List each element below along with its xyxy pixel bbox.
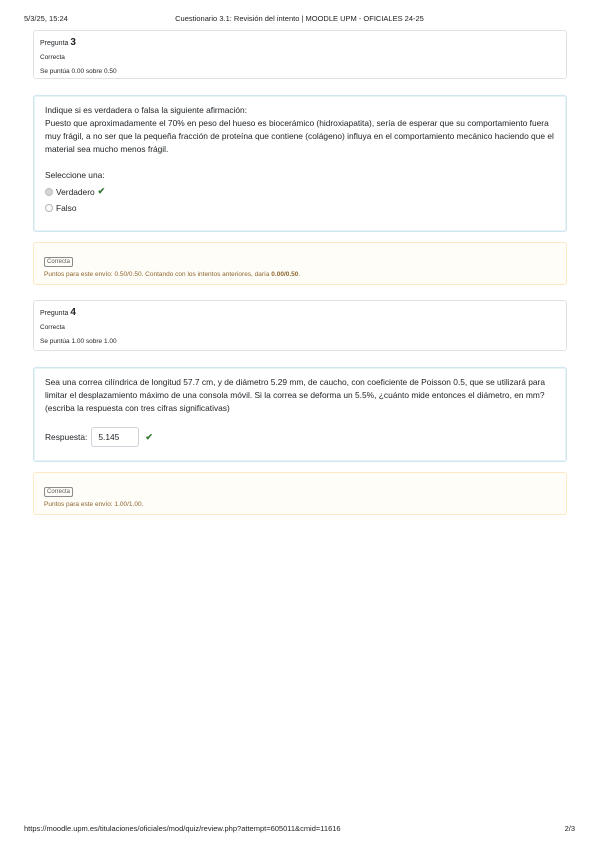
correct-badge: Correcta — [44, 257, 73, 267]
option-label: Verdadero — [56, 186, 95, 197]
question-text: Sea una correa cilíndrica de longitud 57.7 cm, y de diámetro 5.29 mm, de caucho, con coeficiente de Poisson 0.5, que se utilizará para limitar el desplazamiento máximo de una consola móvil. Si la correa se deforma un 5.5%, ¿cuánto mide entonces el diámetro, en mm? (escriba la respuesta con tres cifras significativas) — [45, 377, 545, 413]
answer-input[interactable]: 5.145 — [91, 427, 139, 447]
question-number: Pregunta 3 — [40, 37, 76, 48]
question-3-feedback — [33, 242, 567, 285]
question-text-intro: Indique si es verdadera o falsa la siguiente afirmación: — [45, 105, 248, 115]
question-4-info — [33, 300, 567, 351]
feedback-text: Puntos para este envío: 1.00/1.00. — [44, 501, 144, 508]
question-text: Puesto que aproximadamente el 70% en peso del hueso es biocerámico (hidroxiapatita), sería de esperar que su comportamiento fuera muy frágil, a no ser que la pequeña fracción de proteína que contiene (colágeno) influya en el comportamiento mecánico haciendo que el material sea mucho menos frágil. — [45, 118, 554, 154]
question-grade: Se puntúa 1.00 sobre 1.00 — [40, 338, 117, 345]
print-title: Cuestionario 3.1: Revisión del intento | MOODLE UPM - OFICIALES 24-25 — [175, 14, 424, 23]
answer-row — [45, 427, 555, 447]
question-state: Correcta — [40, 54, 65, 61]
page-number: 2/3 — [564, 824, 575, 833]
radio-verdadero[interactable] — [45, 188, 53, 196]
option-verdadero[interactable] — [45, 186, 555, 197]
feedback-text: Puntos para este envío: 0.50/0.50. Contando con los intentos anteriores, daría 0.00/0.50. — [44, 271, 301, 278]
radio-falso[interactable] — [45, 204, 53, 212]
check-icon: ✔ — [145, 431, 153, 442]
question-number: Pregunta 4 — [40, 307, 76, 318]
print-url: https://moodle.upm.es/titulaciones/oficiales/mod/quiz/review.php?attempt=605011&cmid=11616 — [24, 824, 341, 833]
correct-badge: Correcta — [44, 487, 73, 497]
option-falso[interactable] — [45, 203, 555, 213]
print-footer — [24, 824, 575, 836]
option-label: Falso — [56, 203, 77, 213]
question-4-content — [33, 367, 567, 462]
check-icon: ✔ — [97, 186, 106, 196]
question-grade: Se puntúa 0.00 sobre 0.50 — [40, 68, 117, 75]
question-3-content — [33, 95, 567, 232]
print-header — [24, 14, 575, 26]
question-state: Correcta — [40, 324, 65, 331]
question-3-info — [33, 30, 567, 79]
select-prompt: Seleccione una: — [45, 170, 105, 180]
print-date: 5/3/25, 15:24 — [24, 14, 68, 23]
answer-label: Respuesta: — [45, 432, 88, 442]
question-4-feedback — [33, 472, 567, 515]
